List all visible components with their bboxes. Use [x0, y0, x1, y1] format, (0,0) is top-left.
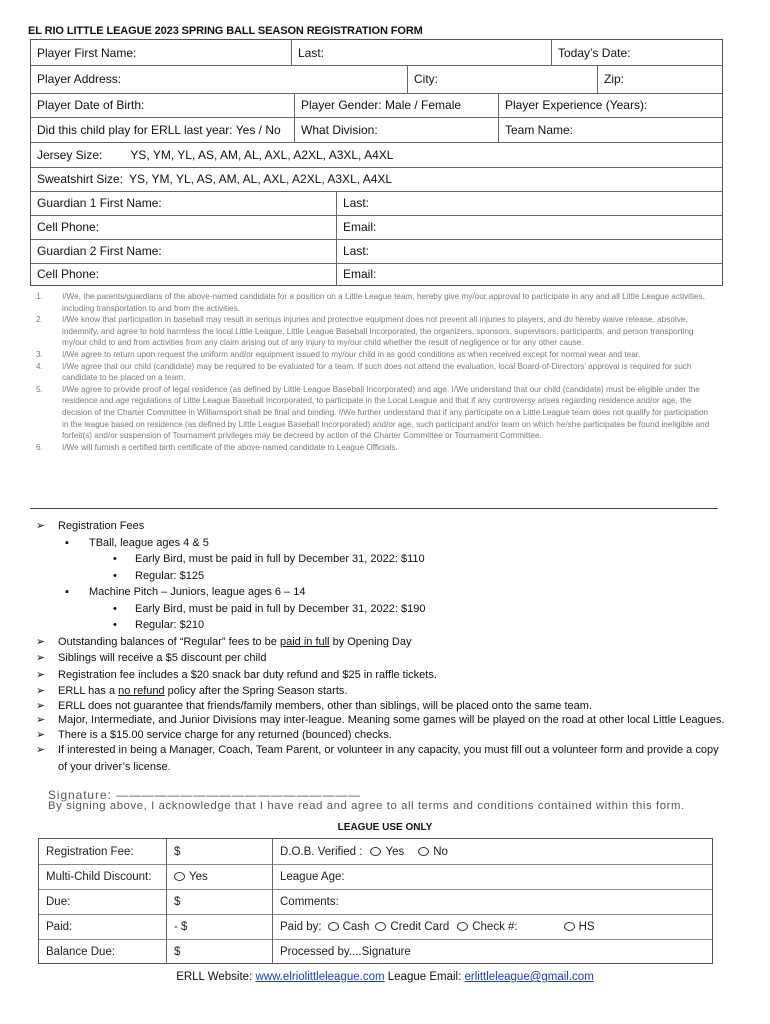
term-text: I/We agree to return upon request the uniform and/or equipment issued to my/our child in as good conditions as when received except for normal wear and tear.: [62, 349, 641, 359]
fee-heading-item: [36, 518, 736, 535]
form-row-guardian2: [31, 239, 722, 264]
refund-text-underlined: no refund: [118, 685, 165, 697]
city-field[interactable]: City:: [407, 65, 597, 93]
arrow-bullet-icon: ➢: [36, 635, 46, 648]
guardian2-cell-field[interactable]: Cell Phone:: [37, 267, 100, 281]
term-item: [36, 361, 716, 384]
dob-yes-label: Yes: [385, 845, 405, 858]
arrow-bullet-icon: ➢: [36, 743, 46, 756]
acknowledgement-text: By signing above, I acknowledge that I have read and agree to all terms and conditions contained within this form.: [48, 800, 685, 812]
machine-pitch-regular: Regular: $210: [135, 619, 205, 631]
registration-fee-label: Registration Fee:: [46, 845, 134, 858]
term-number: 1.: [36, 292, 43, 301]
tball-label: TBall, league ages 4 & 5: [89, 536, 209, 549]
fee-division-item: [36, 584, 736, 601]
term-text: I/We will furnish a certified birth certificate of the above-named candidate to League Officials.: [62, 442, 398, 452]
policy-item: [36, 713, 736, 728]
website-label: ERLL Website:: [176, 971, 256, 983]
form-row-name: [31, 40, 722, 66]
form-title: EL RIO LITTLE LEAGUE 2023 SPRING BALL SEASON REGISTRATION FORM: [28, 25, 423, 37]
dot-bullet-icon: •: [113, 569, 117, 582]
team-name-field[interactable]: Team Name:: [498, 117, 724, 142]
footer: [0, 971, 770, 983]
zip-field[interactable]: Zip:: [597, 65, 724, 93]
dot-bullet-icon: •: [113, 619, 117, 631]
policy-item: [36, 742, 724, 776]
term-item: [36, 349, 716, 361]
form-row-guardian2-contact: [31, 263, 722, 285]
policy-item: [36, 683, 736, 700]
registration-fee-value[interactable]: $: [166, 839, 272, 864]
registration-fees-heading: Registration Fees: [58, 520, 145, 532]
arrow-bullet-icon: ➢: [36, 728, 46, 741]
team-guarantee-text: ERLL does not guarantee that friends/family members, other than siblings, will be placed onto the same team.: [58, 699, 592, 712]
league-use-title: LEAGUE USE ONLY: [337, 822, 433, 833]
dob-verified-label: D.O.B. Verified :: [280, 845, 363, 858]
sweatshirt-size-field[interactable]: [31, 167, 724, 191]
league-use-table: [38, 838, 713, 964]
policy-item: [36, 728, 736, 742]
form-row-guardian1: [31, 191, 722, 216]
radio-credit-card-icon[interactable]: [375, 922, 386, 931]
outstanding-text-underlined: paid in full: [279, 635, 330, 648]
guardian2-email-field[interactable]: Email:: [336, 263, 724, 285]
radio-multi-yes-icon[interactable]: [174, 872, 185, 881]
balance-due-value[interactable]: $: [166, 939, 272, 964]
arrow-bullet-icon: ➢: [36, 520, 46, 532]
player-dob-field[interactable]: Player Date of Birth:: [37, 98, 145, 112]
term-number: 4.: [36, 361, 43, 371]
multi-child-field: [166, 864, 272, 889]
square-bullet-icon: ▪: [65, 536, 69, 549]
term-item: [36, 314, 716, 349]
league-age-field[interactable]: League Age:: [272, 864, 714, 889]
registration-form: [30, 39, 723, 286]
guardian2-first-name-field[interactable]: Guardian 2 First Name:: [37, 244, 162, 258]
service-charge-text: There is a $15.00 service charge for any returned (bounced) checks.: [58, 728, 392, 741]
term-number: 2.: [36, 315, 43, 325]
term-number: 3.: [36, 349, 43, 359]
balance-due-label: Balance Due:: [46, 945, 116, 958]
league-row-due: [39, 889, 712, 915]
player-address-field[interactable]: Player Address:: [37, 72, 122, 86]
refund-text-pre: ERLL has a: [58, 685, 119, 697]
arrow-bullet-icon: ➢: [36, 699, 46, 712]
radio-hs-icon[interactable]: [564, 922, 575, 931]
division-field[interactable]: What Division:: [294, 117, 498, 142]
terms-list: [36, 291, 716, 453]
cash-label: Cash: [342, 920, 370, 933]
fee-price-item: [36, 601, 736, 618]
radio-cash-icon[interactable]: [328, 922, 339, 931]
guardian1-last-name-field[interactable]: Last:: [336, 191, 724, 215]
arrow-bullet-icon: ➢: [36, 668, 46, 681]
fee-price-item: [36, 568, 736, 585]
fee-division-item: [36, 535, 736, 552]
signature-line[interactable]: Signature: ———————————————————: [48, 788, 362, 802]
form-row-dob: [31, 93, 722, 118]
jersey-size-label: Jersey Size:: [37, 147, 103, 162]
radio-no-icon[interactable]: [418, 847, 429, 856]
tball-early-bird: Early Bird, must be paid in full by December 31, 2022: $110: [135, 553, 425, 565]
form-row-history: [31, 117, 722, 143]
guardian1-first-name-field[interactable]: Guardian 1 First Name:: [37, 196, 162, 210]
refund-policy-text: [58, 683, 347, 700]
machine-pitch-early-bird: Early Bird, must be paid in full by December 31, 2022: $190: [135, 602, 426, 615]
comments-field[interactable]: Comments:: [272, 889, 714, 914]
siblings-discount-text: Siblings will receive a $5 discount per child: [58, 652, 267, 664]
term-item: [36, 442, 716, 454]
email-label: League Email:: [384, 971, 465, 983]
form-row-jersey: [31, 142, 722, 168]
jersey-size-options: YS, YM, YL, AS, AM, AL, AXL, A2XL, A3XL, A4XL: [130, 147, 394, 162]
term-item: [36, 384, 716, 442]
volunteer-text: If interested in being a Manager, Coach, Team Parent, or volunteer in any capacity, you must fill out a volunteer form and provide a copy of your driver’s license.: [58, 743, 719, 773]
tball-regular: Regular: $125: [135, 569, 205, 582]
dob-verified-field: [272, 839, 714, 864]
player-last-name-field[interactable]: Last:: [291, 40, 551, 65]
fee-price-item: [36, 551, 736, 568]
sweatshirt-size-label: Sweatshirt Size:: [37, 172, 124, 186]
player-gender-field[interactable]: Player Gender: Male / Female: [294, 93, 498, 117]
policy-item: [36, 634, 736, 651]
arrow-bullet-icon: ➢: [36, 685, 46, 697]
policy-item: [36, 650, 736, 667]
square-bullet-icon: ▪: [65, 586, 69, 598]
term-text: I/We agree that our child (candidate) may be required to be evaluated for a team. If such does not attend the evaluation, local Board-of-Directors’ approval is required for such candidate to be placed on a team.: [62, 361, 692, 383]
fee-includes-text: Registration fee includes a $20 snack bar duty refund and $25 in raffle tickets.: [58, 668, 437, 681]
term-text: I/We know that participation in baseball may result in serious injuries and protective equipment does not prevent all injuries to players, and do hereby waive release, absolve, indemnify, and agree to hold harmless the local Little League, Little League Baseball Incorporated, the organizers, sponsors, supervisors, participants, and person transporting my/our child to and from activities from any claim arising out of any injury to my/our child whether the result of negligence or for any other cause.: [62, 315, 694, 348]
term-text: I/We, the parents/guardians of the above-named candidate for a position on a Little League team, hereby give my/our approval to participate in any and all Little League activities, including transportation to and from the activities.: [62, 292, 705, 313]
due-value[interactable]: $: [166, 889, 272, 914]
form-row-guardian1-contact: [31, 215, 722, 240]
arrow-bullet-icon: ➢: [36, 652, 46, 664]
multi-child-label: Multi-Child Discount:: [46, 870, 152, 883]
league-row-fee: [39, 839, 712, 865]
form-row-address: [31, 65, 722, 94]
todays-date-field[interactable]: Today’s Date:: [551, 40, 724, 65]
website-link[interactable]: www.elriolittleleague.com: [255, 971, 385, 983]
dob-no-label: No: [433, 845, 448, 858]
guardian2-last-name-field[interactable]: Last:: [336, 239, 724, 263]
dot-bullet-icon: •: [113, 602, 117, 615]
term-number: 5.: [36, 384, 43, 394]
league-row-multi: [39, 864, 712, 890]
fees-section: [36, 518, 736, 776]
sweatshirt-size-options: YS, YM, YL, AS, AM, AL, AXL, A2XL, A3XL, A4XL: [129, 172, 393, 186]
league-row-paid: [39, 914, 712, 940]
check-label: Check #:: [472, 920, 518, 933]
term-text: I/We agree to provide proof of legal residence (as defined by Little League Baseball Incorporated) and age. I/We understand that our child (candidate) must be eligible under the residence and age regulations of Little League Baseball Incorporated, to participate in the Local League and that if any controversy arises regarding residence and/or age, the decision of the Charter Committee in Williamsport shall be final and binding. I/We further understand that if any participate on a Little League team does not qualify for participation in the league based on residence (as defined by Little League Baseball Incorporated) and/or age, such participant and/or team on which he/she participates be found ineligible and forfeit(s) and/or suspension of Tournament privileges may be decreed by action of the Charter Committee or Tournament Committee.: [62, 384, 710, 441]
policy-item: [36, 700, 736, 713]
multi-yes-label: Yes: [189, 870, 208, 883]
form-row-sweatshirt: [31, 167, 722, 192]
paid-value[interactable]: - $: [166, 914, 272, 939]
played-last-year-field[interactable]: Did this child play for ERLL last year: Yes / No: [37, 122, 281, 137]
paid-by-field: [272, 914, 714, 939]
policy-item: [36, 667, 736, 684]
player-experience-field[interactable]: Player Experience (Years):: [498, 93, 724, 117]
jersey-size-field[interactable]: [31, 142, 724, 167]
processed-by-field[interactable]: Processed by....Signature: [272, 939, 714, 964]
fee-price-item: [36, 617, 736, 634]
section-divider: [30, 508, 718, 509]
email-link[interactable]: erlittleleague@gmail.com: [464, 971, 594, 983]
term-number: 6.: [36, 442, 43, 452]
player-first-name-field[interactable]: Player First Name:: [37, 45, 137, 60]
outstanding-text-post: by Opening Day: [329, 635, 412, 648]
machine-pitch-label: Machine Pitch – Juniors, league ages 6 – 14: [89, 586, 306, 598]
outstanding-text-pre: Outstanding balances of “Regular” fees to be: [58, 635, 280, 648]
league-row-balance: [39, 939, 712, 964]
guardian1-email-field[interactable]: Email:: [336, 215, 724, 239]
paid-by-label: Paid by:: [280, 920, 322, 933]
arrow-bullet-icon: ➢: [36, 713, 46, 726]
radio-check-icon[interactable]: [457, 922, 468, 931]
refund-text-post: policy after the Spring Season starts.: [164, 685, 348, 697]
guardian1-cell-field[interactable]: Cell Phone:: [37, 220, 100, 234]
term-item: [36, 291, 716, 314]
inter-league-text: Major, Intermediate, and Junior Divisions may inter-league. Meaning some games will be played on the road at other local Little Leagues.: [58, 713, 725, 726]
paid-label: Paid:: [46, 920, 73, 933]
dot-bullet-icon: •: [113, 553, 117, 565]
due-label: Due:: [46, 895, 71, 908]
outstanding-balance-text: [58, 634, 411, 651]
credit-card-label: Credit Card: [390, 920, 450, 933]
radio-yes-icon[interactable]: [370, 847, 381, 856]
hs-label: HS: [578, 920, 595, 933]
